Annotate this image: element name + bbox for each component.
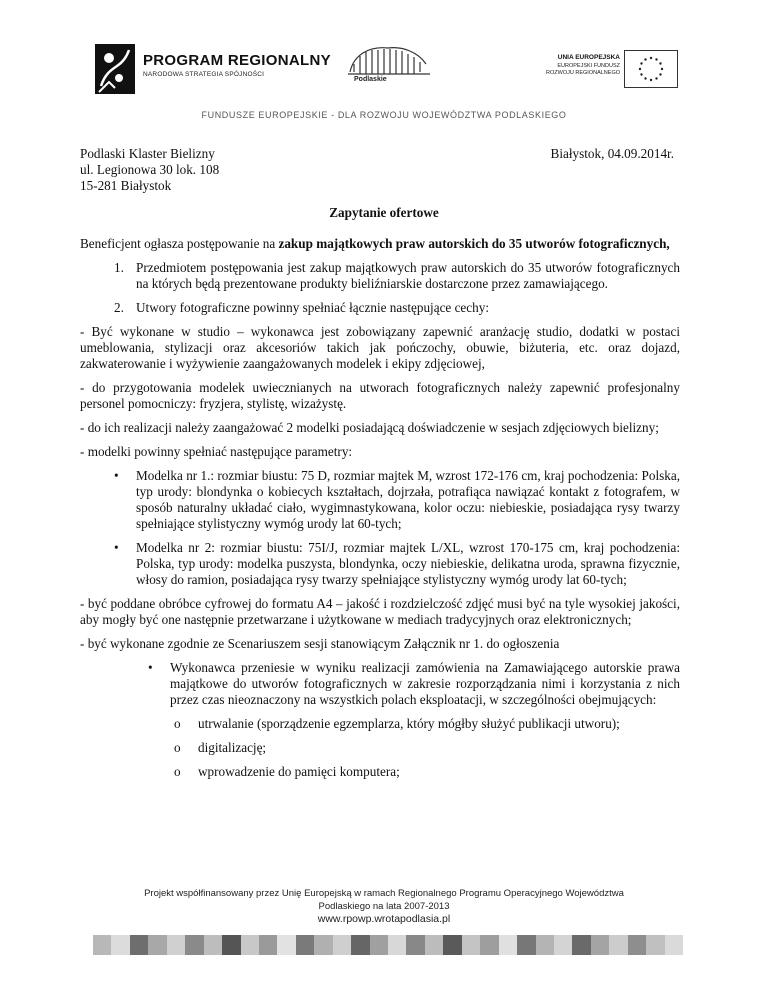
sender-street: ul. Legionowa 30 lok. 108 xyxy=(80,162,220,177)
footer-square xyxy=(665,935,683,955)
footer-square xyxy=(536,935,554,955)
footer-square xyxy=(222,935,240,955)
region-name: Podlaskie xyxy=(354,76,387,83)
numbered-item-1 xyxy=(108,260,680,292)
field-item-3 xyxy=(170,764,680,780)
footer-decorative-squares xyxy=(93,935,683,955)
eu-line1: UNIA EUROPEJSKA xyxy=(557,54,620,61)
footer-square xyxy=(130,935,148,955)
document-date: Białystok, 04.09.2014r. xyxy=(550,146,674,161)
document-body xyxy=(80,236,680,788)
footer-line1: Projekt współfinansowany przez Unię Europejską w ramach Regionalnego Programu Operacyjnego Województwa xyxy=(144,888,624,899)
field-item-2 xyxy=(170,740,680,756)
footer-square xyxy=(351,935,369,955)
footer-square xyxy=(111,935,129,955)
footer-square xyxy=(443,935,461,955)
footer-square xyxy=(93,935,111,955)
item-text: Przedmiotem postępowania jest zakup majątkowych praw autorskich do 35 utworów fotograficznych na których będą prezentowane produkty bieliźniarskie dostarczone przez zamawiającego. xyxy=(136,260,680,291)
program-subtitle: NARODOWA STRATEGIA SPÓJNOŚCI xyxy=(143,71,265,78)
numbered-item-2 xyxy=(108,300,680,316)
paragraph-parameters: - modelki powinny spełniać następujące parametry: xyxy=(80,444,353,459)
footer-square xyxy=(241,935,259,955)
field-text: utrwalanie (sporządzenie egzemplarza, który mógłby służyć publikacji utworu); xyxy=(198,716,620,731)
program-title: PROGRAM REGIONALNY xyxy=(143,52,331,69)
footer-square xyxy=(591,935,609,955)
eu-line3: ROZWOJU REGIONALNEGO xyxy=(546,70,620,76)
bullet-icon: • xyxy=(148,660,153,675)
program-regionalny-logo-icon xyxy=(95,44,139,96)
footer-square xyxy=(148,935,166,955)
item-number: 1. xyxy=(114,260,124,275)
intro-bold: zakup majątkowych praw autorskich do 35 utworów fotograficznych, xyxy=(278,236,670,251)
sender-name: Podlaski Klaster Bielizny xyxy=(80,146,215,161)
document-title: Zapytanie ofertowe xyxy=(329,205,439,220)
field-text: wprowadzenie do pamięci komputera; xyxy=(198,764,400,779)
footer-square xyxy=(296,935,314,955)
footer-square xyxy=(277,935,295,955)
rights-item xyxy=(142,660,680,708)
item-text: Utwory fotograficzne powinny spełniać łącznie następujące cechy: xyxy=(136,300,489,315)
paragraph-models: - do ich realizacji należy zaangażować 2 modelki posiadającą doświadczenie w sesjach zdjęciowych bielizny; xyxy=(80,420,659,435)
paragraph-studio: - Być wykonane w studio – wykonawca jest zobowiązany zapewnić aranżację studio, dodatki w postaci umeblowania, stylizacji oraz akcesoriów takich jak pończochy, obuwie, biżuteria, etc. oraz dojazd, zakwaterowanie i wyżywienie zaangażowanych modelek i ekipy zdjęciowej, xyxy=(80,324,680,371)
sub-bullet-icon: o xyxy=(174,764,181,779)
field-item-1 xyxy=(170,716,680,732)
footer-square xyxy=(646,935,664,955)
paragraph-processing: - być poddane obróbce cyfrowej do formatu A4 – jakość i rozdzielczość zdjęć musi być na tyle wysokiej jakości, aby mogły być one następnie przetwarzane i użytkowane w mediach tradycyjnych oraz elektronicznych; xyxy=(80,596,680,627)
footer-square xyxy=(406,935,424,955)
footer-square xyxy=(480,935,498,955)
rights-text: Wykonawca przeniesie w wyniku realizacji zamówienia na Zamawiającego autorskie prawa majątkowe do utworów fotograficznych w zakresie rozporządzania nimi i korzystania z nich przez czas nieoznaczony na wszystkich polach eksploatacji, w szczególności obejmujących: xyxy=(170,660,680,707)
footer-square xyxy=(572,935,590,955)
footer-square xyxy=(370,935,388,955)
footer-square xyxy=(554,935,572,955)
model-text: Modelka nr 1.: rozmiar biustu: 75 D, rozmiar majtek M, wzrost 172-176 cm, kraj pochodzenia: Polska, typ urody: blondynka o kobiecych kształtach, dojrzała, potrafiąca nawiązać kontakt z fotografem, w sposób naturalny układać ciało, wygimnastykowana, kolor oczu: niebieskie, posiadająca rysy twarzy spełniające stylistyczny wymóg urody lat 60-tych; xyxy=(136,468,680,531)
footer-square xyxy=(425,935,443,955)
field-text: digitalizację; xyxy=(198,740,267,755)
paragraph-scenario: - być wykonane zgodnie ze Scenariuszem sesji stanowiącym Załącznik nr 1. do ogłoszenia xyxy=(80,636,560,651)
footer-square xyxy=(517,935,535,955)
footer-square xyxy=(185,935,203,955)
bullet-icon: • xyxy=(114,540,119,555)
eu-line2: EUROPEJSKI FUNDUSZ xyxy=(557,63,620,69)
footer-square xyxy=(204,935,222,955)
footer-square xyxy=(388,935,406,955)
podlaskie-logo xyxy=(340,42,440,94)
sender-address xyxy=(80,146,219,194)
item-number: 2. xyxy=(114,300,124,315)
footer-square xyxy=(333,935,351,955)
footer-square xyxy=(499,935,517,955)
footer-square xyxy=(628,935,646,955)
model-item-1 xyxy=(108,468,680,532)
bullet-icon: • xyxy=(114,468,119,483)
footer-website: www.rpowp.wrotapodlasia.pl xyxy=(317,913,451,925)
footer-square xyxy=(462,935,480,955)
eu-flag-icon xyxy=(624,50,678,88)
footer xyxy=(0,887,768,926)
footer-square xyxy=(609,935,627,955)
eu-logo xyxy=(528,50,678,90)
model-text: Modelka nr 2: rozmiar biustu: 75I/J, rozmiar majtek L/XL, wzrost 170-175 cm, kraj pochodzenia: Polska, typ urody: modelka puszysta, blondynka, oczy niebieskie, delikatna uroda, sprawna fizycznie, włosy do ramion, posiadająca rysy twarzy spełniające stylistyczny wymóg urody lat 60-tych; xyxy=(136,540,680,587)
footer-square xyxy=(259,935,277,955)
footer-line2: Podlaskiego na lata 2007-2013 xyxy=(318,901,450,912)
intro-paragraph xyxy=(80,236,680,252)
sub-bullet-icon: o xyxy=(174,740,181,755)
intro-text: Beneficjent ogłasza postępowanie na xyxy=(80,236,279,251)
footer-square xyxy=(314,935,332,955)
sub-bullet-icon: o xyxy=(174,716,181,731)
program-regionalny-logo xyxy=(95,44,331,96)
paragraph-staff: - do przygotowania modelek uwiecznianych na utworach fotograficznych należy zapewnić profesjonalny personel pomocniczy: fryzjera, stylistę, wizażystę. xyxy=(80,380,680,411)
model-item-2 xyxy=(108,540,680,588)
footer-square xyxy=(167,935,185,955)
funds-line: FUNDUSZE EUROPEJSKIE - DLA ROZWOJU WOJEWÓDZTWA PODLASKIEGO xyxy=(201,110,567,120)
sender-city: 15-281 Białystok xyxy=(80,178,172,193)
